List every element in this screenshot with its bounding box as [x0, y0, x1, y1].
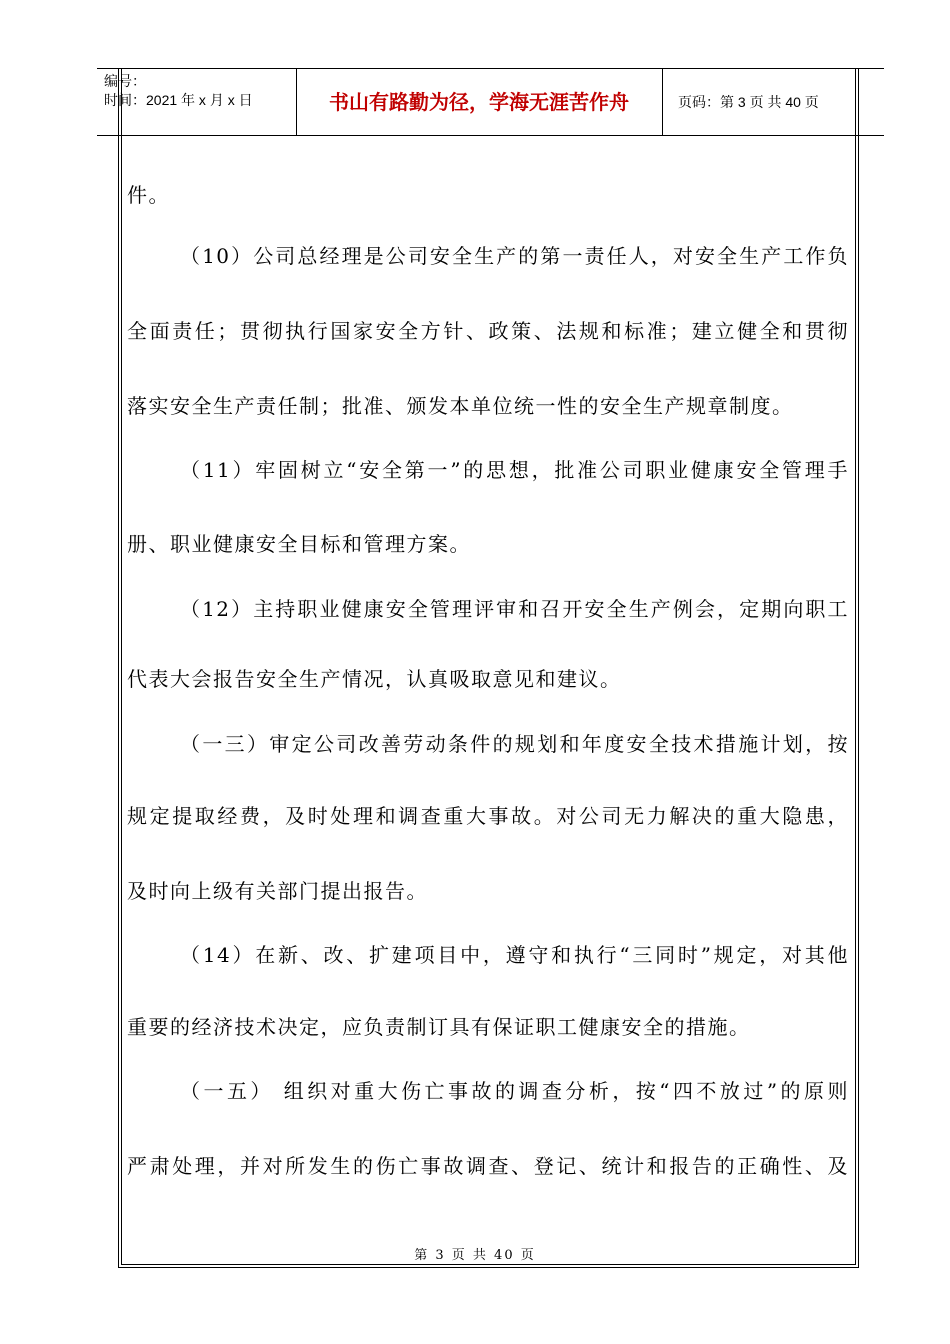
frame-bottom-outer [118, 1267, 859, 1268]
body-line: 落实安全生产责任制；批准、颁发本单位统一性的安全生产规章制度。 [127, 394, 794, 418]
body-line: 严肃处理，并对所发生的伤亡事故调查、登记、统计和报告的正确性、及 [127, 1154, 849, 1178]
frame-right-inner [855, 68, 856, 1265]
frame-left-outer [118, 68, 119, 1268]
body-line: 代表大会报告安全生产情况，认真吸取意见和建议。 [127, 667, 622, 691]
header-top-rule [97, 68, 884, 69]
frame-right-outer [858, 68, 859, 1268]
frame-left-inner [121, 68, 122, 1265]
footer-page-number: 第 3 页 共 40 页 [414, 1248, 536, 1263]
body-line: （一三）审定公司改善劳动条件的规划和年度安全技术措施计划，按 [180, 732, 849, 756]
body-line: （10）公司总经理是公司安全生产的第一责任人，对安全生产工作负 [180, 244, 849, 268]
body-line: 及时向上级有关部门提出报告。 [127, 879, 428, 903]
body-line: （11）牢固树立“安全第一”的思想，批准公司职业健康安全管理手 [180, 458, 849, 482]
document-time-label: 时间：2021 年 x 月 x 日 [104, 92, 253, 108]
frame-bottom-inner [121, 1264, 856, 1265]
body-line: 规定提取经费，及时处理和调查重大事故。对公司无力解决的重大隐患， [127, 804, 849, 828]
body-line: 件。 [127, 183, 170, 207]
body-line: 册、职业健康安全目标和管理方案。 [127, 532, 471, 556]
header-page-indicator: 页码：第 3 页 共 40 页 [678, 94, 819, 110]
body-line: 重要的经济技术决定，应负责制订具有保证职工健康安全的措施。 [127, 1015, 751, 1039]
body-line: （一五） 组织对重大伤亡事故的调查分析，按“四不放过”的原则 [180, 1079, 849, 1103]
header-divider-right [662, 68, 663, 135]
document-code-label: 编号： [104, 73, 146, 89]
header-motto: 书山有路勤为径，学海无涯苦作舟 [329, 90, 629, 114]
header-bottom-rule [97, 135, 884, 136]
body-line: （14）在新、改、扩建项目中，遵守和执行“三同时”规定，对其他 [180, 943, 849, 967]
body-line: （12）主持职业健康安全管理评审和召开安全生产例会，定期向职工 [180, 597, 849, 621]
body-line: 全面责任；贯彻执行国家安全方针、政策、法规和标准；建立健全和贯彻 [127, 319, 849, 343]
